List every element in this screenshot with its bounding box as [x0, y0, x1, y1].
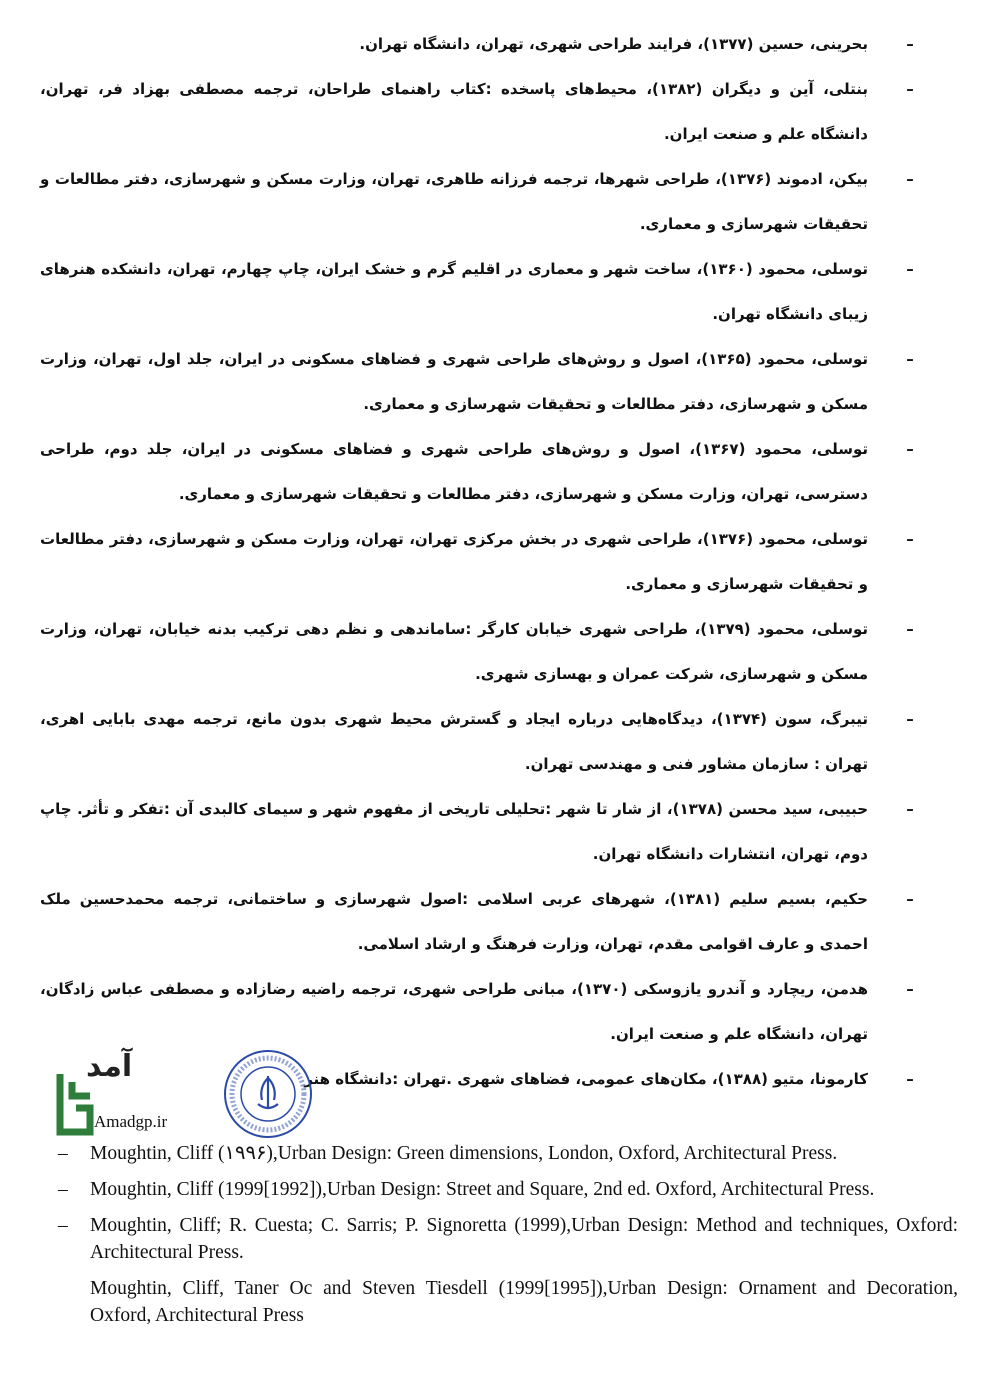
reference-text: توسلی، محمود (۱۳۷۶)، طراحی شهری در بخش مرکزی تهران، تهران، وزارت مسکن و شهرسازی، دفتر مطالعات و تحقیقات شهرسازی و معماری.: [40, 530, 868, 593]
logo-maze-stroke: [72, 1082, 90, 1096]
reference-text: Moughtin, Cliff (۱۹۹۶),Urban Design: Green dimensions, London, Oxford, Architectural Press.: [90, 1143, 838, 1164]
reference-item: [40, 157, 920, 247]
list-dash: –: [906, 35, 914, 53]
list-dash: –: [906, 620, 914, 638]
list-dash: –: [58, 1215, 68, 1236]
list-dash: –: [906, 890, 914, 908]
list-dash: –: [906, 440, 914, 458]
reference-text: Moughtin, Cliff, Taner Oc and Steven Tiesdell (1999[1995]),Urban Design: Ornament and Decoration, Oxford, Architectural Press: [90, 1278, 958, 1326]
english-reference-list: [58, 1140, 958, 1338]
organization-seal: [222, 1048, 314, 1140]
reference-text: Moughtin, Cliff (1999[1992]),Urban Design: Street and Square, 2nd ed. Oxford, Architectural Press.: [90, 1179, 875, 1200]
reference-item: [40, 247, 920, 337]
reference-item: [40, 697, 920, 787]
reference-text: توسلی، محمود (۱۳۶۰)، ساخت شهر و معماری در اقلیم گرم و خشک ایران، چاپ چهارم، تهران، دانشکده هنرهای زیبای دانشگاه تهران.: [40, 260, 868, 323]
persian-reference-list: [40, 22, 920, 1102]
reference-text: هدمن، ریچارد و آندرو یازوسکی (۱۳۷۰)، مبانی طراحی شهری، ترجمه راضیه رضازاده و مصطفی عباس زادگان، تهران، دانشگاه علم و صنعت ایران.: [40, 980, 868, 1043]
list-dash: –: [58, 1143, 68, 1164]
reference-text: توسلی، محمود (۱۳۷۹)، طراحی شهری خیابان کارگر :ساماندهی و نظم دهی ترکیب بدنه خیابان، تهران، وزارت مسکن و شهرسازی، شرکت عمران و بهسازی شهری.: [40, 620, 868, 683]
reference-text: توسلی، محمود (۱۳۶۵)، اصول و روش‌های طراحی شهری و فضاهای مسکونی در ایران، جلد اول، تهران، وزارت مسکن و شهرسازی، دفتر مطالعات و تحقیقات شهرسازی و معماری.: [40, 350, 868, 413]
reference-item: [40, 787, 920, 877]
reference-item: [58, 1275, 958, 1329]
reference-item: [40, 337, 920, 427]
reference-text: Moughtin, Cliff; R. Cuesta; C. Sarris; P. Signoretta (1999),Urban Design: Method and techniques, Oxford: Architectural Press.: [90, 1215, 958, 1263]
list-dash: –: [906, 530, 914, 548]
reference-item: [40, 967, 920, 1057]
list-dash: –: [906, 260, 914, 278]
logo-fa-text: آمد: [86, 1049, 133, 1084]
reference-item: [40, 877, 920, 967]
logo-site-text: Amadgp.ir: [94, 1112, 168, 1131]
reference-text: توسلی، محمود (۱۳۶۷)، اصول و روش‌های طراحی شهری و فضاهای مسکونی در ایران، جلد دوم، طراحی دسترسی، تهران، وزارت مسکن و شهرسازی، دفتر مطالعات و تحقیقات شهرسازی و معماری.: [40, 440, 869, 503]
list-dash: –: [906, 980, 914, 998]
reference-item: [40, 22, 920, 67]
reference-text: حکیم، بسیم سلیم (۱۳۸۱)، شهرهای عربی اسلامی :اصول شهرسازی و ساختمانی، ترجمه محمدحسین ملک احمدی و عارف اقوامی مقدم، تهران، وزارت فرهنگ و ارشاد اسلامی.: [40, 890, 868, 953]
reference-item: [40, 427, 920, 517]
reference-text: بنتلی، آین و دیگران (۱۳۸۲)، محیط‌های پاسخده :کتاب راهنمای طراحان، ترجمه مصطفی بهزاد فر، تهران، دانشگاه علم و صنعت ایران.: [40, 80, 868, 143]
reference-text: بیکن، ادموند (۱۳۷۶)، طراحی شهرها، ترجمه فرزانه طاهری، تهران، وزارت مسکن و شهرسازی، دفتر مطالعات و تحقیقات شهرسازی و معماری.: [40, 170, 868, 233]
list-dash: –: [906, 1070, 914, 1088]
reference-item: [58, 1176, 958, 1203]
reference-item: [58, 1140, 958, 1167]
list-dash: –: [906, 800, 914, 818]
list-dash: –: [906, 350, 914, 368]
reference-text: تیبرگ، سون (۱۳۷۴)، دیدگاه‌هایی درباره ایجاد و گسترش محیط شهری بدون مانع، ترجمه مهدی بابایی اهری، تهران : سازمان مشاور فنی و مهندسی تهران.: [40, 710, 868, 773]
reference-item: [300, 1057, 920, 1102]
reference-item: [40, 67, 920, 157]
list-dash: –: [906, 710, 914, 728]
reference-item: [58, 1212, 958, 1266]
reference-text: کارمونا، متیو (۱۳۸۸)، مکان‌های عمومی، فضاهای شهری .تهران :دانشگاه هنر: [304, 1070, 868, 1088]
list-dash: –: [58, 1179, 68, 1200]
reference-text: حبیبی، سید محسن (۱۳۷۸)، از شار تا شهر :تحلیلی تاریخی از مفهوم شهر و سیمای کالبدی آن :تفکر و تأثر. چاپ دوم، تهران، انتشارات دانشگاه تهران.: [40, 800, 869, 863]
emblem-icon: [258, 1076, 278, 1108]
reference-text: بحرینی، حسین (۱۳۷۷)، فرایند طراحی شهری، تهران، دانشگاه تهران.: [359, 35, 868, 53]
list-dash: –: [906, 80, 914, 98]
list-dash: –: [906, 170, 914, 188]
reference-item: [40, 607, 920, 697]
reference-item: [40, 517, 920, 607]
